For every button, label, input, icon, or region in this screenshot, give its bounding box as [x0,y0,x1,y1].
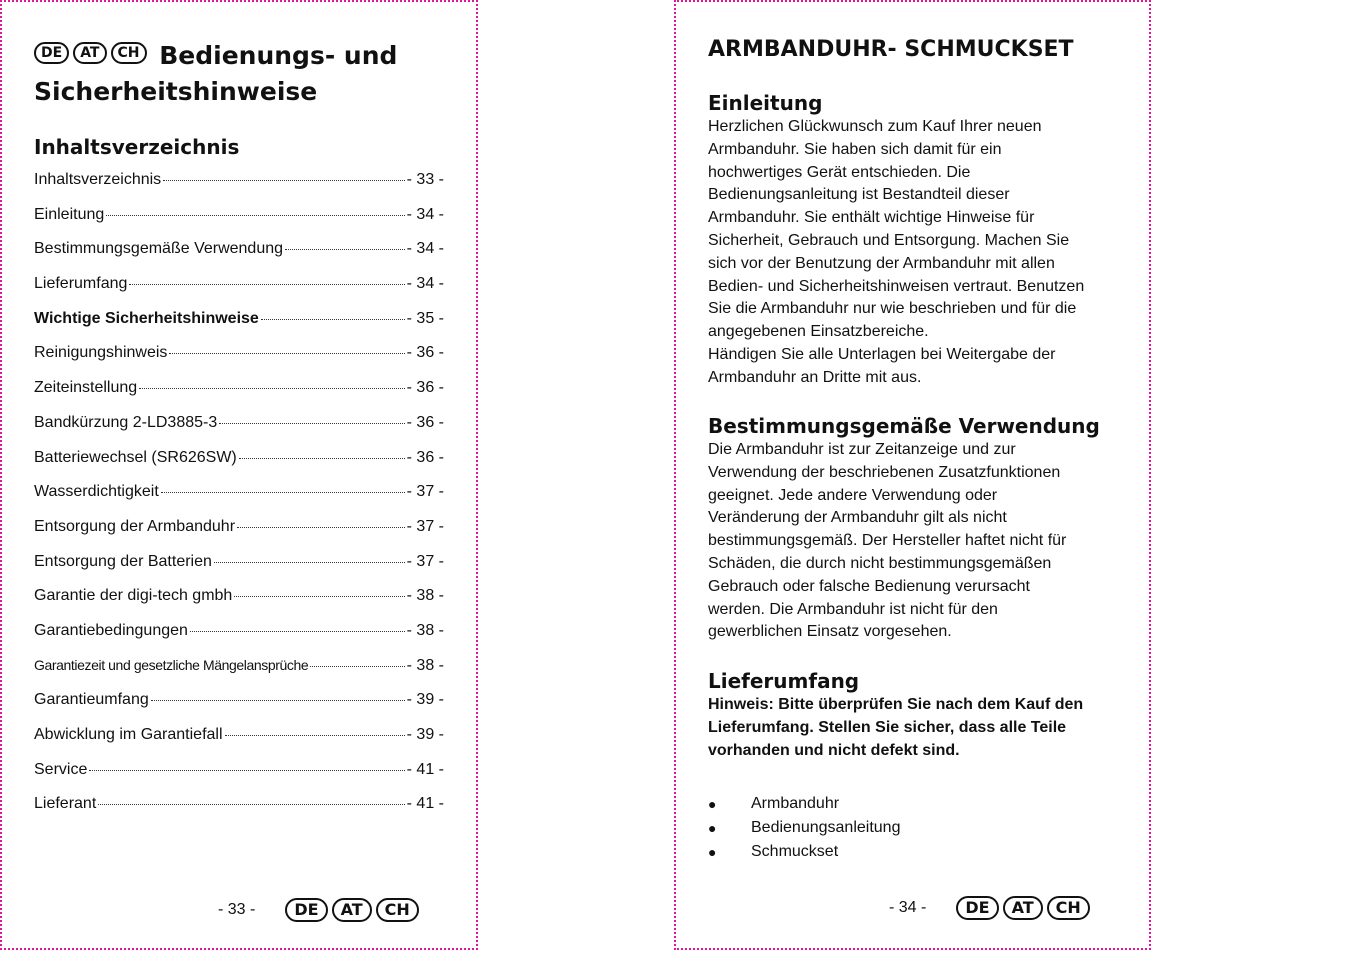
toc-leader-dots [89,770,404,771]
toc-entry-title: Entsorgung der Armbanduhr [34,517,236,535]
badge-de: DE [285,898,327,922]
text-line: Gebrauch oder falsche Bedienung verursacht [708,577,1030,595]
text-line: vorhanden und nicht defekt sind. [708,741,960,759]
toc-leader-dots [161,492,405,493]
toc-entry-title: Wasserdichtigkeit [34,483,159,501]
toc-leader-dots [237,527,405,528]
section-body [708,116,1108,390]
toc-entry[interactable] [34,657,444,692]
text-line: Veränderung der Armbanduhr gilt als nicht [708,509,1007,527]
bullet-icon: ● [708,796,717,812]
toc-entry[interactable] [34,483,444,518]
toc-entry-title: Bestimmungsgemäße Verwendung [34,240,284,258]
toc-entry-page: - 36 - [406,413,444,431]
toc-entry-page: - 37 - [406,552,444,570]
toc-entry[interactable] [34,344,444,379]
list-item-label: Schmuckset [751,843,839,860]
toc-entry-page: - 34 - [406,275,444,293]
badge-de: DE [956,896,998,920]
toc-entry-page: - 37 - [406,517,444,535]
toc-leader-dots [151,700,405,701]
list-item-label: Bedienungsanleitung [751,819,901,836]
text-line: Die Armbanduhr ist zur Zeitanzeige und zur [708,441,1016,458]
bullet-icon: ● [708,820,717,836]
toc-entry[interactable] [34,518,444,553]
badge-de: DE [34,42,69,64]
list-item [708,792,900,816]
toc-entry[interactable] [34,587,444,622]
text-line: Hinweis: Bitte überprüfen Sie nach dem Kauf den [708,696,1084,713]
section-bestimmung [708,413,1108,644]
footer-right [889,896,1090,920]
toc-entry-title: Service [34,760,88,778]
toc-leader-dots [261,319,405,320]
toc-leader-dots [219,423,404,424]
toc-entry-title: Inhaltsverzeichnis [34,171,162,188]
toc-leader-dots [98,804,404,805]
toc-entry-title: Bandkürzung 2-LD3885-3 [34,413,218,431]
section-heading: Lieferumfang [708,669,860,693]
title-line1: Bedienungs- und [159,41,398,70]
page-title: ARMBANDUHR- SCHMUCKSET [708,37,1074,62]
toc-leader-dots [310,666,404,667]
title-line2: Sicherheitshinweise [34,77,318,106]
toc-entry-page: - 33 - [406,171,444,188]
toc-entry-page: - 36 - [406,344,444,362]
text-line: Herzlichen Glückwunsch zum Kauf Ihrer neuen [708,118,1042,135]
toc-entry-page: - 36 - [406,448,444,466]
text-line: Armbanduhr an Dritte mit aus. [708,368,922,386]
toc-entry[interactable] [34,379,444,414]
toc-entry[interactable] [34,240,444,275]
country-badges [34,42,147,64]
toc-leader-dots [285,249,405,250]
toc-entry-page: - 36 - [406,379,444,397]
badge-at: AT [73,42,106,64]
badge-ch: CH [111,42,147,64]
toc-entry[interactable] [34,414,444,449]
section-heading: Bestimmungsgemäße Verwendung [708,414,1100,438]
toc-entry-title: Reinigungshinweis [34,344,168,362]
toc-entry-title: Garantiezeit und gesetzliche Mängelansprüche [34,656,309,673]
toc-leader-dots [163,180,404,181]
text-line: Verwendung der beschriebenen Zusatzfunktionen [708,463,1061,481]
toc-leader-dots [214,562,405,563]
text-line: Lieferumfang. Stellen Sie sicher, dass alle Teile [708,718,1067,736]
toc-entry-title: Lieferumfang [34,275,128,293]
toc-entry[interactable] [34,171,444,206]
toc-entry-title: Abwicklung im Garantiefall [34,726,223,743]
toc-entry-page: - 38 - [406,587,444,605]
bullet-icon: ● [708,844,717,860]
text-line: sich vor der Benutzung der Armbanduhr mit allen [708,254,1055,272]
text-line: Armbanduhr. Sie enthält wichtige Hinweise für [708,209,1035,227]
text-line: bestimmungsgemäß. Der Hersteller haftet nicht für [708,532,1067,550]
toc-entry[interactable] [34,275,444,310]
toc-entry[interactable] [34,726,444,761]
footer-left [218,898,419,922]
toc-entry-page: - 37 - [406,483,444,501]
toc-entry-page: - 34 - [406,205,444,223]
text-line: angegebenen Einsatzbereiche. [708,323,929,341]
toc-entry-title: Wichtige Sicherheitshinweise [34,309,259,327]
toc-entry-page: - 35 - [406,309,444,327]
footer-badges [285,898,418,922]
toc-entry-title: Einleitung [34,205,105,223]
toc-leader-dots [190,631,405,632]
text-line: gewerblichen Einsatz vorgesehen. [708,623,952,641]
badge-at: AT [1003,896,1043,920]
text-line: Schäden, die durch nicht bestimmungsgemäßen [708,554,1052,572]
text-line: Händigen Sie alle Unterlagen bei Weitergabe der [708,345,1056,363]
toc-entry-title: Zeiteinstellung [34,379,138,397]
toc-entry[interactable] [34,449,444,484]
toc-entry-page: - 38 - [406,621,444,639]
list-item [708,816,900,840]
text-line: Bedienungsanleitung ist Bestandteil dieser [708,186,1010,204]
toc-entry[interactable] [34,691,444,726]
toc-heading: Inhaltsverzeichnis [34,135,240,159]
text-line: geeignet. Jede andere Verwendung oder [708,486,998,504]
toc-leader-dots [169,353,404,354]
table-of-contents [34,171,444,830]
toc-entry-title: Entsorgung der Batterien [34,552,212,570]
left-page [0,0,478,950]
toc-entry[interactable] [34,206,444,241]
delivery-items-list [708,792,900,864]
toc-entry[interactable] [34,310,444,345]
toc-entry-title: Garantie der digi-tech gmbh [34,587,233,605]
page-number: - 33 - [218,901,256,918]
toc-entry-page: - 38 - [406,656,444,674]
hinweis-note [708,694,1108,762]
toc-entry-title: Batteriewechsel (SR626SW) [34,448,237,466]
toc-entry[interactable] [34,761,444,796]
text-line: hochwertiges Gerät entschieden. Die [708,163,971,181]
toc-leader-dots [225,735,405,736]
page-number: - 34 - [889,899,927,916]
main-title [34,38,454,110]
text-line: Sie die Armbanduhr nur wie beschrieben und für die [708,300,1077,318]
section-lieferumfang [708,668,1108,762]
badge-at: AT [332,898,372,922]
toc-leader-dots [106,215,404,216]
toc-leader-dots [129,284,404,285]
badge-ch: CH [1047,896,1090,920]
badge-ch: CH [376,898,419,922]
toc-entry-title: Garantieumfang [34,691,149,709]
text-line: werden. Die Armbanduhr ist nicht für den [708,600,998,618]
toc-entry-page: - 41 - [406,795,444,813]
toc-entry-page: - 39 - [406,691,444,709]
toc-entry[interactable] [34,622,444,657]
text-line: Armbanduhr. Sie haben sich damit für ein [708,140,1002,158]
toc-leader-dots [234,596,404,597]
toc-leader-dots [239,458,405,459]
text-line: Bedien- und Sicherheitshinweisen vertraut. Benutzen [708,277,1085,295]
text-line: Sicherheit, Gebrauch und Entsorgung. Machen Sie [708,231,1070,249]
toc-entry-page: - 39 - [406,726,444,743]
toc-entry-title: Garantiebedingungen [34,621,188,639]
list-item-label: Armbanduhr [751,795,840,812]
toc-entry[interactable] [34,795,444,830]
toc-entry-page: - 41 - [406,760,444,778]
footer-badges [956,896,1089,920]
toc-entry-page: - 34 - [406,240,444,258]
toc-leader-dots [139,388,404,389]
toc-entry[interactable] [34,553,444,588]
section-einleitung [708,90,1108,390]
toc-entry-title: Lieferant [34,795,97,813]
section-heading: Einleitung [708,91,823,115]
list-item [708,840,900,864]
section-body [708,439,1108,644]
